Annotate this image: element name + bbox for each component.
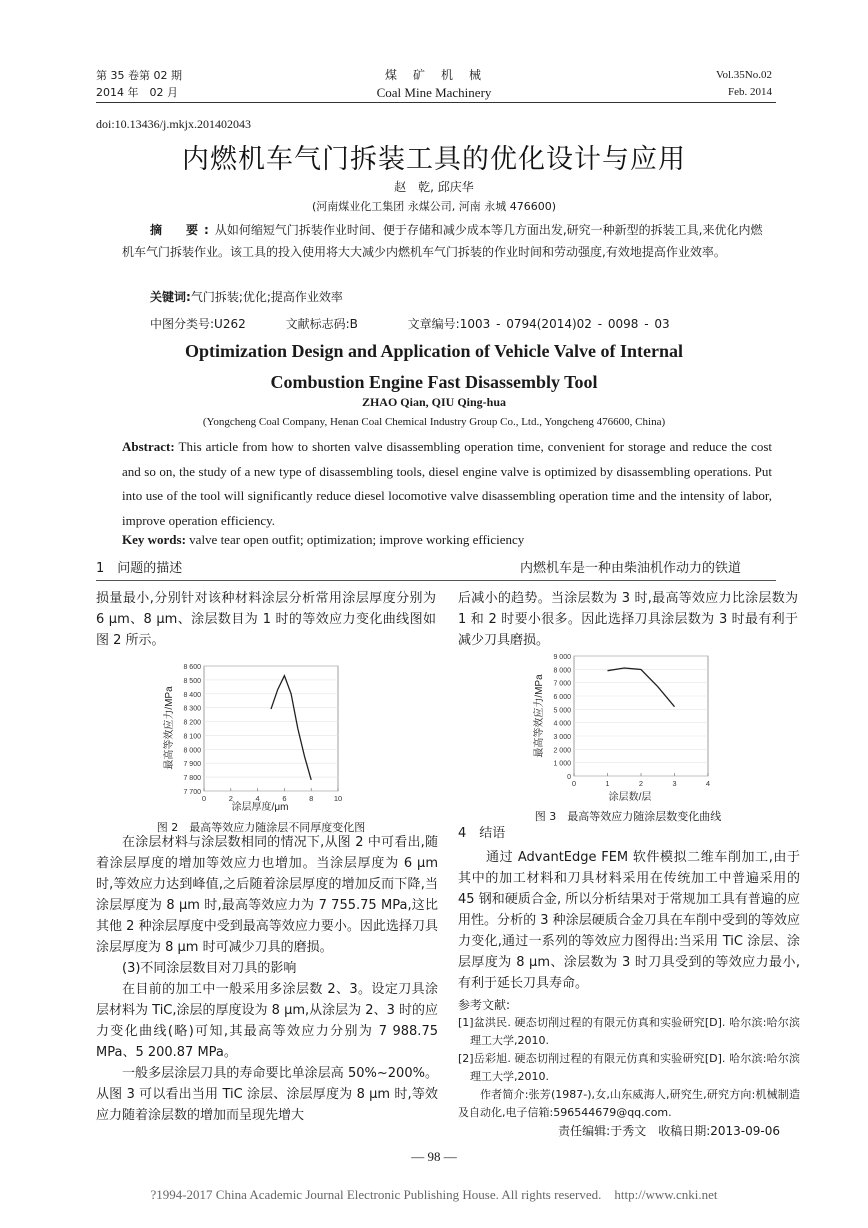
- fig3-x-axis-label: 涂层数/层: [608, 792, 652, 803]
- fig2-y-tick-label: 7 700: [183, 789, 201, 796]
- issue-volume-en: Vol.35No.02: [715, 69, 772, 81]
- paragraph-tool-life: 一般多层涂层刀具的寿命要比单涂层高 50%~200%。从图 3 可以看出当用 TiC 涂层、涂层厚度为 8 μm 时,等效应力随着涂层数的增加而呈现先增大: [96, 1066, 438, 1123]
- fig2-y-tick-label: 8 100: [183, 733, 201, 741]
- keywords-cn-text: 气门拆装;优化;提高作业效率: [190, 290, 343, 304]
- keywords-en-label: Key words:: [122, 532, 186, 547]
- affiliation-cn: (河南煤业化工集团 永煤公司, 河南 永城 476600): [311, 200, 557, 213]
- title-en: [0, 338, 868, 396]
- fig2-y-tick-labels: [183, 664, 201, 796]
- affiliation-en: (Yongcheng Coal Company, Henan Coal Chemical Industry Group Co., Ltd., Yongcheng 476600, China): [202, 416, 666, 428]
- fig3-y-tick-label: 9 000: [553, 654, 571, 661]
- fig3-gridlines: [574, 656, 708, 776]
- paragraph-coating-thickness: 在涂层材料与涂层数相同的情况下,从图 2 中可看出,随着涂层厚度的增加等效应力也增加。当涂层厚度为 6 μm 时,等效应力达到峰值,之后随着涂层厚度的增加反而下降,当涂层厚度为 8 μm 时,最高等效应力为 7 755.75 MPa,这比其他 2 种涂层厚度中受到最高等效应力要小。因此选择刀具涂层厚度为 8 μm 时可减少刀具的磨损。: [96, 835, 438, 955]
- figure-2-caption: 图 2 最高等效应力随涂层不同厚度变化图: [156, 821, 366, 834]
- fig3-y-tick-label: 0: [567, 774, 571, 781]
- abstract-cn-text: 从如何缩短气门拆装作业时间、便于存储和减少成本等几方面出发,研究一种新型的拆装工具,来优化内燃机车气门拆装作业。该工具的投入使用将大大减少内燃机车气门拆装的作业时间和劳动强度,有效地提高作业效率。: [122, 223, 763, 259]
- fig2-x-axis-label: 涂层厚度/μm: [231, 802, 289, 813]
- references: [458, 996, 800, 1140]
- fig2-y-tick-label: 7 800: [183, 775, 201, 783]
- abstract-en-label: Abstract:: [122, 439, 175, 454]
- journal-issue-info-en: [716, 67, 772, 101]
- fig3-y-tick-label: 8 000: [553, 667, 571, 675]
- right-column-body: [458, 823, 800, 1140]
- fig2-x-tick-label: 8: [309, 794, 314, 803]
- fig3-x-tick-label: 1: [605, 779, 610, 788]
- fig3-x-tick-label: 3: [672, 779, 677, 788]
- left-top-paragraph: 损量最小,分别针对该种材料涂层分析常用涂层厚度分别为 6 μm、8 μm、涂层数目为 1 时的等效应力变化曲线图如图 2 所示。: [96, 591, 436, 648]
- subheading-coating-layers: (3)不同涂层数目对刀具的影响: [122, 961, 297, 976]
- fig3-x-tick-labels: [572, 779, 710, 788]
- fig2-y-tick-label: 8 600: [183, 664, 201, 671]
- figure-3-chart: [530, 648, 730, 804]
- document-code: 文献标志码:B: [285, 317, 358, 331]
- header-rule: [96, 102, 776, 103]
- fig3-y-tick-label: 4 000: [553, 720, 571, 728]
- figure-3-caption: 图 3 最高等效应力随涂层数变化曲线: [534, 810, 722, 823]
- issue-volume: 第 35 卷第 02 期: [96, 69, 182, 82]
- journal-name-en: Coal Mine Machinery: [376, 85, 492, 100]
- page-number: — 98 —: [411, 1149, 457, 1164]
- fig3-plot-area: [574, 656, 708, 776]
- keywords-en: [122, 532, 524, 548]
- keywords-cn: [150, 288, 343, 305]
- copyright-footer: ?1994-2017 China Academic Journal Electronic Publishing House. All rights reserved. http://www.cnki.net: [150, 1187, 718, 1202]
- issue-date-en: Feb. 2014: [728, 86, 772, 98]
- title-en-line2: Combustion Engine Fast Disassembly Tool: [270, 372, 598, 392]
- clc-number: 中图分类号:U262: [150, 317, 246, 331]
- fig2-x-tick-label: 6: [282, 794, 287, 803]
- fig2-plot-area: [204, 666, 338, 791]
- fig2-y-tick-label: 8 000: [183, 747, 201, 755]
- abstract-en-text: This article from how to shorten valve disassembling operation time, convenient for storage and reduce the cost and so on, the study of a new type of disassembling tools, diesel engine valve is optimized by disassembling operations. Put into use of the tool will significantly reduce diesel locomotive valve disassembling operation time and the intensity of labor, improve operation efficiency.: [122, 439, 772, 528]
- fig3-series-line: [608, 668, 675, 707]
- title-cn: 内燃机车气门拆装工具的优化设计与应用: [182, 144, 686, 175]
- journal-name-cn: 煤 矿 机 械: [384, 68, 483, 82]
- fig2-y-axis-label: 最高等效应力/MPa: [164, 686, 175, 770]
- abstract-cn: [122, 219, 772, 263]
- fig3-y-tick-label: 7 000: [553, 680, 571, 688]
- page-break-rule: [96, 580, 776, 581]
- fig2-series-line: [271, 676, 311, 780]
- reference-2: [2]岳彩旭. 硬态切削过程的有限元仿真和实验研究[D]. 哈尔滨:哈尔滨理工大学,2010.: [458, 1052, 800, 1083]
- fig3-x-tick-label: 2: [638, 779, 644, 788]
- classification-line: [150, 315, 692, 332]
- reference-1: [1]盆洪民. 硬态切削过程的有限元仿真和实验研究[D]. 哈尔滨:哈尔滨理工大学,2010.: [458, 1016, 800, 1047]
- editor-line: 责任编辑:于秀文 收稿日期:2013-09-06: [558, 1124, 780, 1138]
- fig2-y-tick-label: 8 300: [183, 705, 201, 713]
- left-column-body: [96, 832, 438, 1126]
- section4-heading: 4 结语: [458, 826, 506, 841]
- doi: doi:10.13436/j.mkjx.201402043: [96, 117, 252, 131]
- fig3-y-axis-label: 最高等效应力/MPa: [534, 674, 545, 758]
- abstract-en: [122, 435, 772, 533]
- issue-date: 2014 年 02 月: [96, 86, 178, 99]
- authors-cn: 赵 乾, 邱庆华: [394, 180, 474, 194]
- fig3-y-tick-label: 5 000: [553, 707, 571, 715]
- author-bio: 作者简介:张芳(1987-),女,山东威海人,研究生,研究方向:机械制造及自动化,电子信箱:596544679@qq.com.: [458, 1088, 800, 1119]
- keywords-en-text: valve tear open outfit; optimization; improve working efficiency: [185, 532, 525, 547]
- figure-2-chart: [160, 658, 360, 818]
- fig3-y-tick-label: 3 000: [553, 734, 571, 741]
- fig2-x-tick-label: 10: [333, 794, 343, 803]
- section1-heading: 1 问题的描述: [96, 561, 183, 576]
- right-top-paragraph: 后减小的趋势。当涂层数为 3 时,最高等效应力比涂层数为 1 和 2 时要小很多。因此选择刀具涂层数为 3 时最有利于减少刀具磨损。: [458, 591, 798, 648]
- fig2-x-tick-label: 2: [228, 794, 233, 803]
- intro-line: 内燃机车是一种由柴油机作动力的铁道: [520, 561, 742, 576]
- fig2-y-tick-label: 8 400: [183, 691, 201, 699]
- fig2-gridlines: [204, 666, 338, 791]
- abstract-cn-label: 摘 要:: [150, 223, 215, 237]
- paragraph-multi-layer: 在目前的加工中一般采用多涂层数 2、3。设定刀具涂层材料为 TiC,涂层的厚度设为 8 μm,从涂层为 2、3 时的应力变化曲线(略)可知,其最高等效应力分别为 7 988.75 MPa、5 200.87 MPa。: [96, 982, 438, 1060]
- conclusion-paragraph: 通过 AdvantEdge FEM 软件模拟二维车削加工,由于其中的加工材料和刀具材料采用在传统加工中普遍采用的 45 钢和硬质合金, 所以分析结果对于常规加工具有普遍的应用性。分析的 3 种涂层硬质合金刀具在车削中受到的等效应力变化,通过一系列的等效应力图得出:当采用 TiC 涂层、涂层厚度为 8 μm、涂层数为 3 时刀具受到的等效应力最小,有利于延长刀具寿命。: [458, 850, 800, 991]
- fig3-y-tick-label: 1 000: [553, 760, 571, 768]
- fig3-x-tick-label: 0: [571, 779, 577, 788]
- authors-en: ZHAO Qian, QIU Qing-hua: [361, 395, 507, 409]
- fig3-y-tick-label: 6 000: [553, 694, 571, 701]
- fig3-y-tick-labels: [553, 654, 571, 781]
- fig2-y-tick-label: 7 900: [183, 761, 201, 769]
- fig2-y-tick-label: 8 500: [183, 677, 201, 685]
- keywords-cn-label: 关键词:: [150, 290, 191, 304]
- fig2-x-tick-label: 4: [255, 794, 260, 803]
- title-en-line1: Optimization Design and Application of Vehicle Valve of Internal: [184, 341, 684, 361]
- fig3-y-tick-label: 2 000: [553, 747, 571, 755]
- fig2-y-tick-label: 8 200: [183, 719, 201, 727]
- article-number: 文章编号:1003 - 0794(2014)02 - 0098 - 03: [407, 317, 670, 331]
- references-label: 参考文献:: [458, 998, 511, 1012]
- fig2-x-tick-label: 0: [201, 794, 207, 803]
- fig3-x-tick-label: 4: [705, 779, 711, 788]
